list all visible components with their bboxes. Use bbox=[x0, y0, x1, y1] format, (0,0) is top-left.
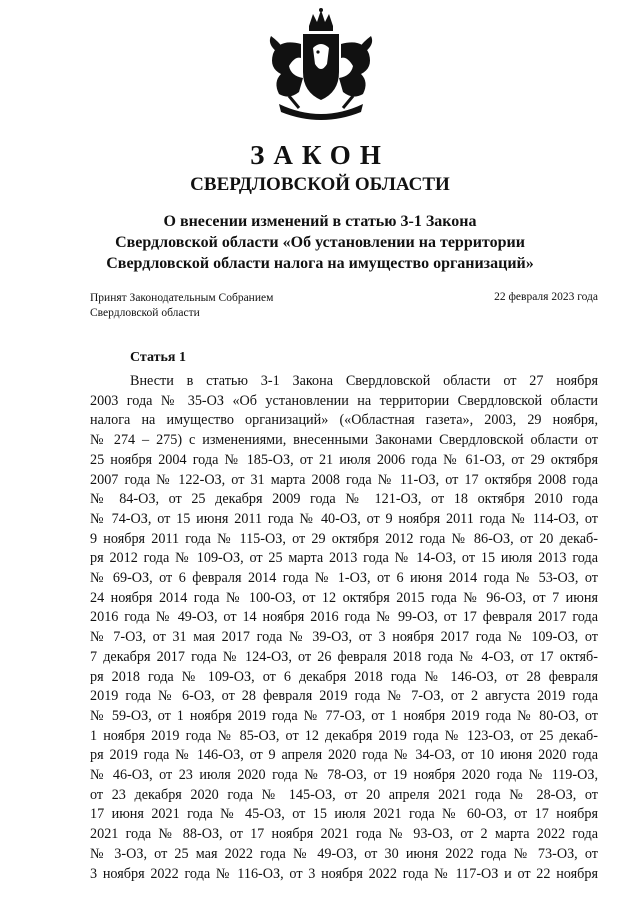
article-text-line: № 7-ОЗ, от 31 мая 2017 года № 39-ОЗ, от 3 ноября 2017 года № 109-ОЗ, от bbox=[90, 629, 598, 646]
article-text-line: № 46-ОЗ, от 23 июля 2020 года № 78-ОЗ, от 19 ноября 2020 года № 119-ОЗ, bbox=[90, 767, 598, 784]
article-text-line: налога на имущество организаций» («Областная газета», 2003, 29 ноября, bbox=[90, 412, 598, 429]
article-text-line: 9 ноября 2011 года № 115-ОЗ, от 29 октября 2012 года № 86-ОЗ, от 20 декаб- bbox=[90, 530, 598, 547]
article-text-line: 2019 года № 6-ОЗ, от 28 февраля 2019 года № 7-ОЗ, от 2 августа 2019 года bbox=[90, 688, 598, 705]
article-text-line: ря 2019 года № 146-ОЗ, от 9 апреля 2020 года № 34-ОЗ, от 10 июня 2020 года bbox=[90, 747, 598, 764]
article-text-line: № 74-ОЗ, от 15 июня 2011 года № 40-ОЗ, от 9 ноября 2011 года № 114-ОЗ, от bbox=[90, 510, 598, 527]
subject-line: Свердловской области «Об установлении на территории bbox=[115, 234, 525, 251]
coat-of-arms-emblem bbox=[265, 8, 377, 126]
article-text-line: 2003 года № 35-ОЗ «Об установлении на территории Свердловской области bbox=[90, 392, 598, 409]
article-text-line: 24 ноября 2014 года № 100-ОЗ, от 12 октября 2015 года № 96-ОЗ, от 7 июня bbox=[90, 589, 598, 606]
subject-line: Свердловской области налога на имущество организаций» bbox=[106, 255, 534, 272]
law-heading: ЗАКОН bbox=[250, 140, 390, 170]
article-text-line: Внести в статью 3-1 Закона Свердловской области от 27 ноября bbox=[130, 373, 598, 389]
article-text-line: 25 ноября 2004 года № 185-ОЗ, от 21 июля 2006 года № 61-ОЗ, от 29 октября bbox=[90, 451, 598, 468]
article-text-line: 3 ноября 2022 года № 116-ОЗ, от 3 ноября 2022 года № 117-ОЗ и от 22 ноября bbox=[90, 865, 598, 882]
article-text-line: ря 2012 года № 109-ОЗ, от 25 марта 2013 года № 14-ОЗ, от 15 июля 2013 года bbox=[90, 550, 598, 567]
article-text-line: № 274 – 275) с изменениями, внесенными Законами Свердловской области от bbox=[90, 432, 598, 449]
article-text-line: № 69-ОЗ, от 6 февраля 2014 года № 1-ОЗ, от 6 июня 2014 года № 53-ОЗ, от bbox=[90, 570, 598, 587]
region-heading: СВЕРДЛОВСКОЙ ОБЛАСТИ bbox=[190, 174, 450, 195]
law-subject-title bbox=[90, 211, 550, 274]
adoption-line: Принят Законодательным Собранием bbox=[90, 292, 274, 304]
article-text-line: 2021 года № 88-ОЗ, от 17 ноября 2021 года № 93-ОЗ, от 2 марта 2022 года bbox=[90, 826, 598, 843]
article-text-line: 7 декабря 2017 года № 124-ОЗ, от 26 февраля 2018 года № 4-ОЗ, от 17 октяб- bbox=[90, 648, 598, 665]
article-text-line: № 3-ОЗ, от 25 мая 2022 года № 49-ОЗ, от 30 июня 2022 года № 73-ОЗ, от bbox=[90, 845, 598, 862]
article-text-line: 1 ноября 2019 года № 85-ОЗ, от 12 декабря 2019 года № 123-ОЗ, от 25 декаб- bbox=[90, 727, 598, 744]
adoption-line: Свердловской области bbox=[90, 307, 200, 319]
article-text-line: 2016 года № 49-ОЗ, от 14 ноября 2016 года № 99-ОЗ, от 17 февраля 2017 года bbox=[90, 609, 598, 626]
adoption-date: 22 февраля 2023 года bbox=[494, 291, 598, 303]
adoption-note bbox=[90, 291, 340, 321]
subject-line: О внесении изменений в статью 3-1 Закона bbox=[163, 213, 477, 230]
article-text-line: № 84-ОЗ, от 25 декабря 2009 года № 121-ОЗ, от 18 октября 2010 года bbox=[90, 491, 598, 508]
article-text-line: 2007 года № 122-ОЗ, от 31 марта 2008 года № 11-ОЗ, от 17 октября 2008 года bbox=[90, 471, 598, 488]
article-text-line: 17 июня 2021 года № 45-ОЗ, от 15 июля 2021 года № 60-ОЗ, от 17 ноября bbox=[90, 806, 598, 823]
article-text-line: № 59-ОЗ, от 1 ноября 2019 года № 77-ОЗ, от 1 ноября 2019 года № 80-ОЗ, от bbox=[90, 707, 598, 724]
article-title: Статья 1 bbox=[130, 350, 186, 365]
article-text-line: от 23 декабря 2020 года № 145-ОЗ, от 20 апреля 2021 года № 28-ОЗ, от bbox=[90, 786, 598, 803]
article-text-line: ря 2018 года № 109-ОЗ, от 6 декабря 2018 года № 146-ОЗ, от 28 февраля bbox=[90, 668, 598, 685]
article-body bbox=[90, 372, 598, 884]
